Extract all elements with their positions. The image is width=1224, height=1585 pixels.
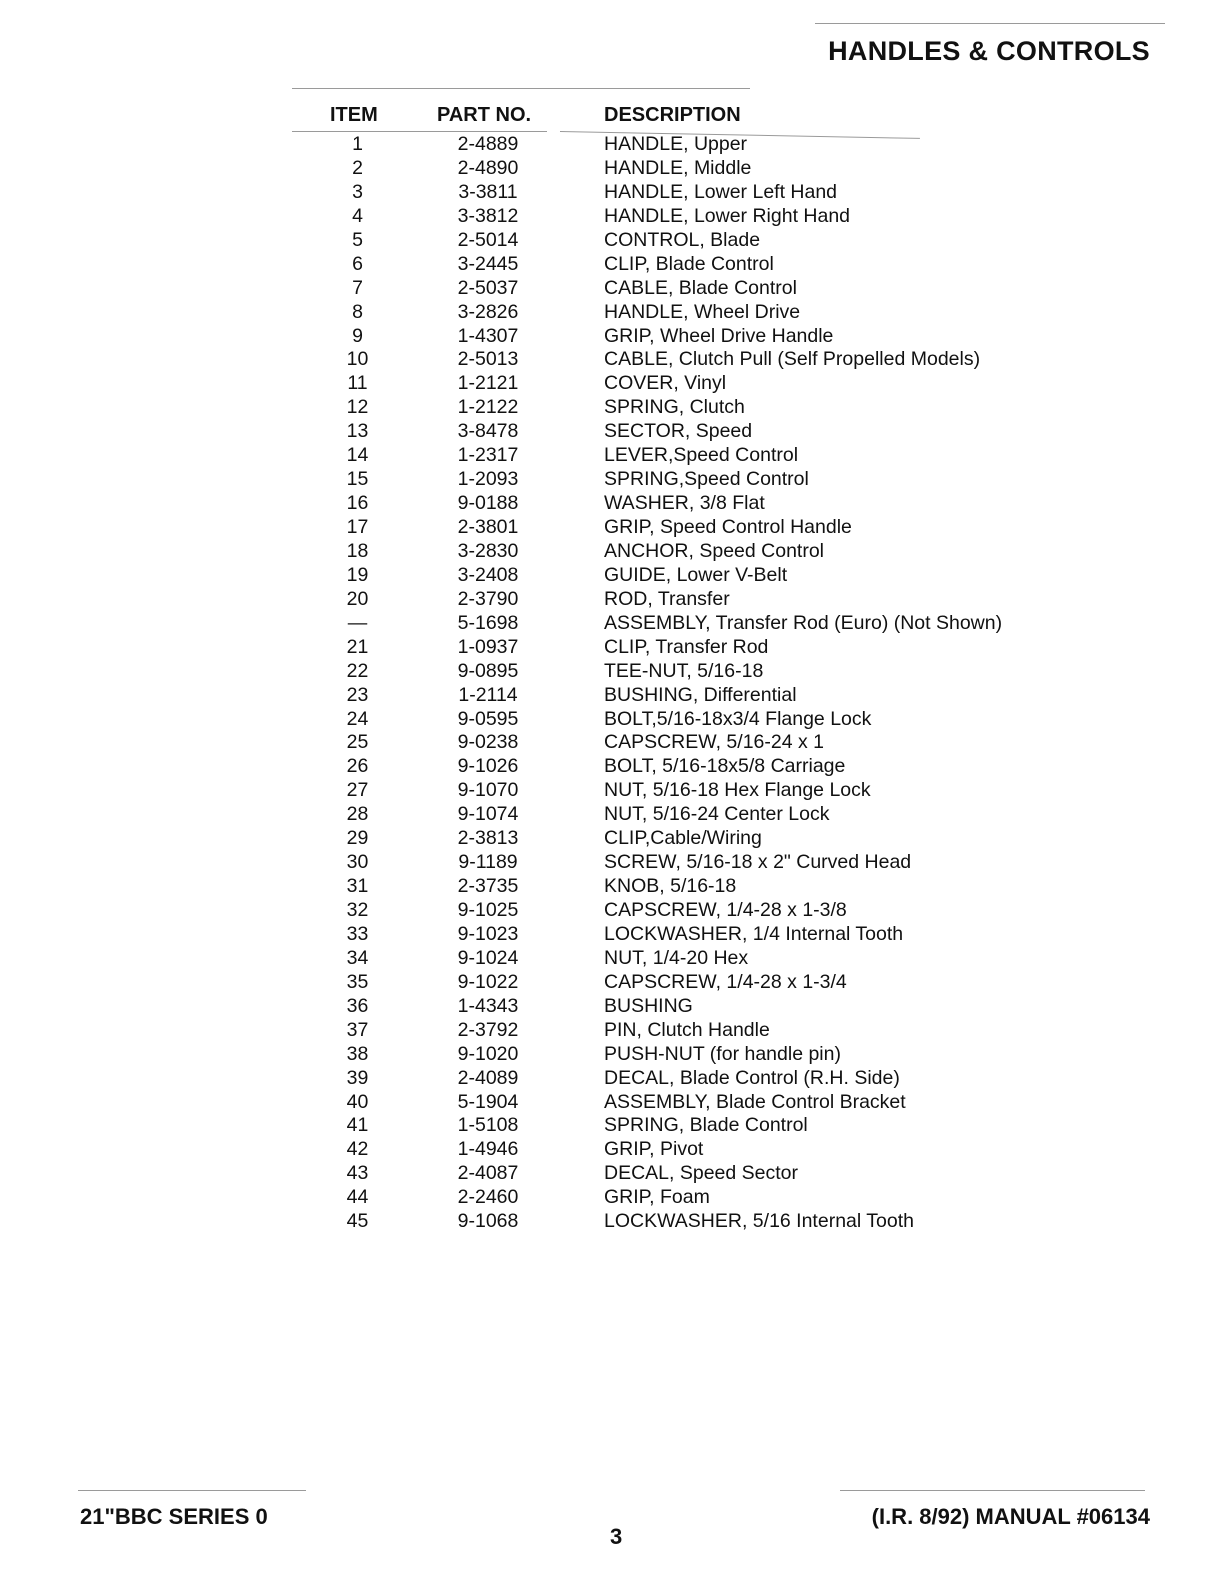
part-number-cell: 9-1020	[457, 1042, 519, 1065]
part-number-cell: 9-0895	[457, 659, 519, 682]
description-cell: CABLE, Clutch Pull (Self Propelled Models)	[604, 348, 981, 371]
item-cell: 35	[346, 970, 369, 993]
table-row	[0, 468, 1224, 492]
part-number-cell: 3-2445	[457, 252, 519, 275]
description-cell: WASHER, 3/8 Flat	[604, 492, 765, 515]
description-cell: BUSHING, Differential	[604, 683, 797, 706]
part-number-cell: 2-3735	[457, 875, 519, 898]
description-cell: KNOB, 5/16-18	[604, 875, 737, 898]
item-cell: 44	[346, 1186, 369, 1209]
description-cell: CLIP, Blade Control	[604, 252, 774, 275]
description-cell: GRIP, Pivot	[604, 1138, 704, 1161]
item-cell: 16	[346, 492, 369, 515]
description-cell: PIN, Clutch Handle	[604, 1018, 770, 1041]
part-number-cell: 2-3813	[457, 827, 519, 850]
item-cell: 17	[346, 516, 369, 538]
table-row	[0, 684, 1224, 708]
item-cell: 28	[346, 803, 369, 826]
item-cell: 6	[352, 252, 363, 275]
table-row	[0, 971, 1224, 995]
table-row	[0, 612, 1224, 636]
table-row	[0, 564, 1224, 588]
part-number-cell: 2-5014	[457, 228, 519, 251]
column-header-description: DESCRIPTION	[604, 104, 741, 126]
table-row	[0, 995, 1224, 1019]
item-cell: 41	[346, 1114, 369, 1137]
table-row	[0, 205, 1224, 229]
part-number-cell: 5-1904	[457, 1090, 519, 1113]
description-cell: CABLE, Blade Control	[604, 276, 797, 299]
table-row	[0, 1067, 1224, 1091]
part-number-cell: 1-2093	[457, 468, 519, 491]
description-cell: SPRING, Blade Control	[604, 1114, 808, 1137]
item-cell: 2	[352, 156, 363, 179]
item-cell: 42	[346, 1138, 369, 1161]
part-number-cell: 2-3790	[457, 587, 519, 610]
part-number-cell: 3-8478	[457, 420, 519, 443]
item-cell: 25	[346, 731, 369, 754]
description-cell: CONTROL, Blade	[604, 228, 761, 251]
part-number-cell: 1-5108	[457, 1114, 519, 1137]
part-number-cell: 9-1189	[458, 851, 518, 874]
part-number-cell: 2-4890	[457, 156, 519, 179]
item-cell: 24	[346, 707, 369, 730]
part-number-cell: 9-1022	[457, 970, 519, 993]
part-number-cell: 9-1070	[457, 779, 519, 802]
item-cell: 27	[346, 779, 369, 802]
item-cell: 34	[346, 946, 369, 969]
description-cell: NUT, 1/4-20 Hex	[604, 946, 749, 969]
item-cell: 32	[346, 899, 369, 921]
parts-table	[0, 133, 1224, 1234]
table-row	[0, 851, 1224, 875]
item-cell: 18	[346, 539, 369, 562]
part-number-cell: 9-0188	[457, 492, 519, 515]
part-number-cell: 2-4087	[457, 1162, 519, 1185]
item-cell: 26	[346, 755, 369, 778]
item-cell: 21	[346, 635, 369, 658]
table-top-rule	[292, 88, 750, 89]
top-right-rule	[815, 23, 1165, 24]
part-number-cell: 1-4343	[457, 994, 519, 1017]
description-cell: HANDLE, Upper	[604, 133, 748, 155]
item-cell: 39	[346, 1066, 369, 1089]
description-cell: CAPSCREW, 1/4-28 x 1-3/8	[604, 899, 847, 921]
description-cell: BUSHING	[604, 994, 693, 1017]
item-cell: 8	[352, 300, 363, 323]
item-cell: 37	[346, 1018, 369, 1041]
table-row	[0, 923, 1224, 947]
part-number-cell: 1-2114	[458, 683, 518, 706]
item-cell: 13	[346, 420, 369, 443]
part-number-cell: 1-2122	[457, 396, 519, 419]
item-cell: —	[347, 611, 368, 634]
item-cell: 14	[346, 444, 369, 467]
table-row	[0, 253, 1224, 277]
part-number-cell: 2-4889	[457, 133, 519, 155]
column-header-part-no: PART NO.	[437, 104, 532, 126]
footer-left-rule	[78, 1490, 306, 1491]
description-cell: HANDLE, Middle	[604, 156, 752, 179]
description-cell: CAPSCREW, 1/4-28 x 1-3/4	[604, 970, 847, 993]
item-cell: 19	[346, 563, 369, 586]
page-number: 3	[610, 1524, 623, 1549]
item-cell: 9	[352, 324, 363, 347]
description-cell: ANCHOR, Speed Control	[604, 539, 825, 562]
description-cell: SPRING, Clutch	[604, 396, 745, 419]
part-number-cell: 1-2121	[457, 372, 519, 395]
description-cell: TEE-NUT, 5/16-18	[604, 659, 764, 682]
part-number-cell: 3-2830	[457, 539, 519, 562]
table-row	[0, 708, 1224, 732]
part-number-cell: 1-4307	[457, 324, 519, 347]
table-row	[0, 133, 1224, 157]
item-cell: 5	[352, 228, 363, 251]
table-row	[0, 947, 1224, 971]
part-number-cell: 9-1025	[457, 899, 519, 921]
table-row	[0, 1186, 1224, 1210]
table-row	[0, 899, 1224, 923]
item-cell: 43	[346, 1162, 369, 1185]
part-number-cell: 3-3812	[457, 204, 519, 227]
table-row	[0, 827, 1224, 851]
description-cell: SECTOR, Speed	[604, 420, 753, 443]
table-row	[0, 755, 1224, 779]
item-cell: 11	[347, 372, 368, 395]
table-row	[0, 803, 1224, 827]
item-cell: 12	[346, 396, 369, 419]
item-cell: 20	[346, 587, 369, 610]
item-cell: 4	[352, 204, 363, 227]
column-header-item: ITEM	[330, 104, 378, 126]
part-number-cell: 9-1068	[457, 1210, 519, 1233]
description-cell: LEVER,Speed Control	[604, 444, 799, 467]
table-row	[0, 325, 1224, 349]
item-cell: 15	[346, 468, 369, 491]
description-cell: PUSH-NUT (for handle pin)	[604, 1042, 841, 1065]
table-row	[0, 636, 1224, 660]
table-row	[0, 731, 1224, 755]
table-row	[0, 779, 1224, 803]
description-cell: CLIP, Transfer Rod	[604, 635, 769, 658]
table-row	[0, 420, 1224, 444]
table-row	[0, 229, 1224, 253]
part-number-cell: 5-1698	[457, 611, 519, 634]
table-row	[0, 1162, 1224, 1186]
description-cell: NUT, 5/16-24 Center Lock	[604, 803, 830, 826]
item-cell: 1	[352, 133, 363, 155]
table-row	[0, 1019, 1224, 1043]
part-number-cell: 3-3811	[458, 180, 518, 203]
item-cell: 33	[346, 922, 369, 945]
part-number-cell: 3-2826	[457, 300, 519, 323]
table-row	[0, 181, 1224, 205]
item-cell: 7	[352, 276, 363, 299]
table-row	[0, 660, 1224, 684]
item-cell: 23	[346, 683, 369, 706]
table-row	[0, 157, 1224, 181]
item-cell: 36	[346, 994, 369, 1017]
part-number-cell: 1-4946	[457, 1138, 519, 1161]
part-number-cell: 3-2408	[457, 563, 519, 586]
table-row	[0, 1210, 1224, 1234]
description-cell: ASSEMBLY, Transfer Rod (Euro) (Not Shown)	[604, 611, 1003, 634]
item-cell: 30	[346, 851, 369, 874]
item-cell: 40	[346, 1090, 369, 1113]
table-row	[0, 875, 1224, 899]
description-cell: GRIP, Foam	[604, 1186, 710, 1209]
table-row	[0, 1138, 1224, 1162]
part-number-cell: 9-0238	[457, 731, 519, 754]
table-row	[0, 301, 1224, 325]
part-number-cell: 2-3792	[457, 1018, 519, 1041]
description-cell: NUT, 5/16-18 Hex Flange Lock	[604, 779, 871, 802]
table-row	[0, 1114, 1224, 1138]
table-row	[0, 516, 1224, 540]
part-number-cell: 2-5013	[457, 348, 519, 371]
part-number-cell: 2-5037	[457, 276, 519, 299]
description-cell: HANDLE, Wheel Drive	[604, 300, 801, 323]
table-row	[0, 444, 1224, 468]
description-cell: HANDLE, Lower Right Hand	[604, 204, 851, 227]
table-row	[0, 588, 1224, 612]
description-cell: GRIP, Wheel Drive Handle	[604, 324, 834, 347]
description-cell: ROD, Transfer	[604, 587, 730, 610]
part-number-cell: 2-3801	[457, 516, 519, 538]
section-title: HANDLES & CONTROLS	[828, 36, 1150, 66]
description-cell: GUIDE, Lower V-Belt	[604, 563, 788, 586]
part-number-cell: 1-0937	[457, 635, 519, 658]
description-cell: DECAL, Speed Sector	[604, 1162, 799, 1185]
table-row	[0, 348, 1224, 372]
description-cell: SPRING,Speed Control	[604, 468, 809, 491]
table-row	[0, 1043, 1224, 1067]
description-cell: BOLT,5/16-18x3/4 Flange Lock	[604, 707, 872, 730]
part-number-cell: 9-1026	[457, 755, 519, 778]
header-under-rule-left	[292, 131, 547, 132]
footer-right-rule	[840, 1490, 1145, 1491]
item-cell: 45	[346, 1210, 369, 1233]
table-row	[0, 540, 1224, 564]
part-number-cell: 2-2460	[457, 1186, 519, 1209]
table-row	[0, 372, 1224, 396]
table-row	[0, 1091, 1224, 1115]
part-number-cell: 1-2317	[457, 444, 519, 467]
table-row	[0, 492, 1224, 516]
description-cell: ASSEMBLY, Blade Control Bracket	[604, 1090, 906, 1113]
description-cell: HANDLE, Lower Left Hand	[604, 180, 838, 203]
part-number-cell: 2-4089	[457, 1066, 519, 1089]
footer-manual: (I.R. 8/92) MANUAL #06134	[871, 1504, 1150, 1529]
description-cell: LOCKWASHER, 5/16 Internal Tooth	[604, 1210, 914, 1233]
part-number-cell: 9-0595	[457, 707, 519, 730]
description-cell: COVER, Vinyl	[604, 372, 727, 395]
description-cell: CAPSCREW, 5/16-24 x 1	[604, 731, 825, 754]
description-cell: GRIP, Speed Control Handle	[604, 516, 852, 538]
item-cell: 31	[346, 875, 369, 898]
description-cell: LOCKWASHER, 1/4 Internal Tooth	[604, 922, 904, 945]
item-cell: 10	[346, 348, 369, 371]
table-row	[0, 277, 1224, 301]
part-number-cell: 9-1074	[457, 803, 519, 826]
description-cell: BOLT, 5/16-18x5/8 Carriage	[604, 755, 846, 778]
part-number-cell: 9-1024	[457, 946, 519, 969]
item-cell: 22	[346, 659, 369, 682]
description-cell: DECAL, Blade Control (R.H. Side)	[604, 1066, 900, 1089]
item-cell: 29	[346, 827, 369, 850]
item-cell: 3	[352, 180, 363, 203]
part-number-cell: 9-1023	[457, 922, 519, 945]
item-cell: 38	[346, 1042, 369, 1065]
table-row	[0, 396, 1224, 420]
footer-model: 21"BBC SERIES 0	[80, 1504, 268, 1529]
description-cell: CLIP,Cable/Wiring	[604, 827, 762, 850]
description-cell: SCREW, 5/16-18 x 2" Curved Head	[604, 851, 912, 874]
